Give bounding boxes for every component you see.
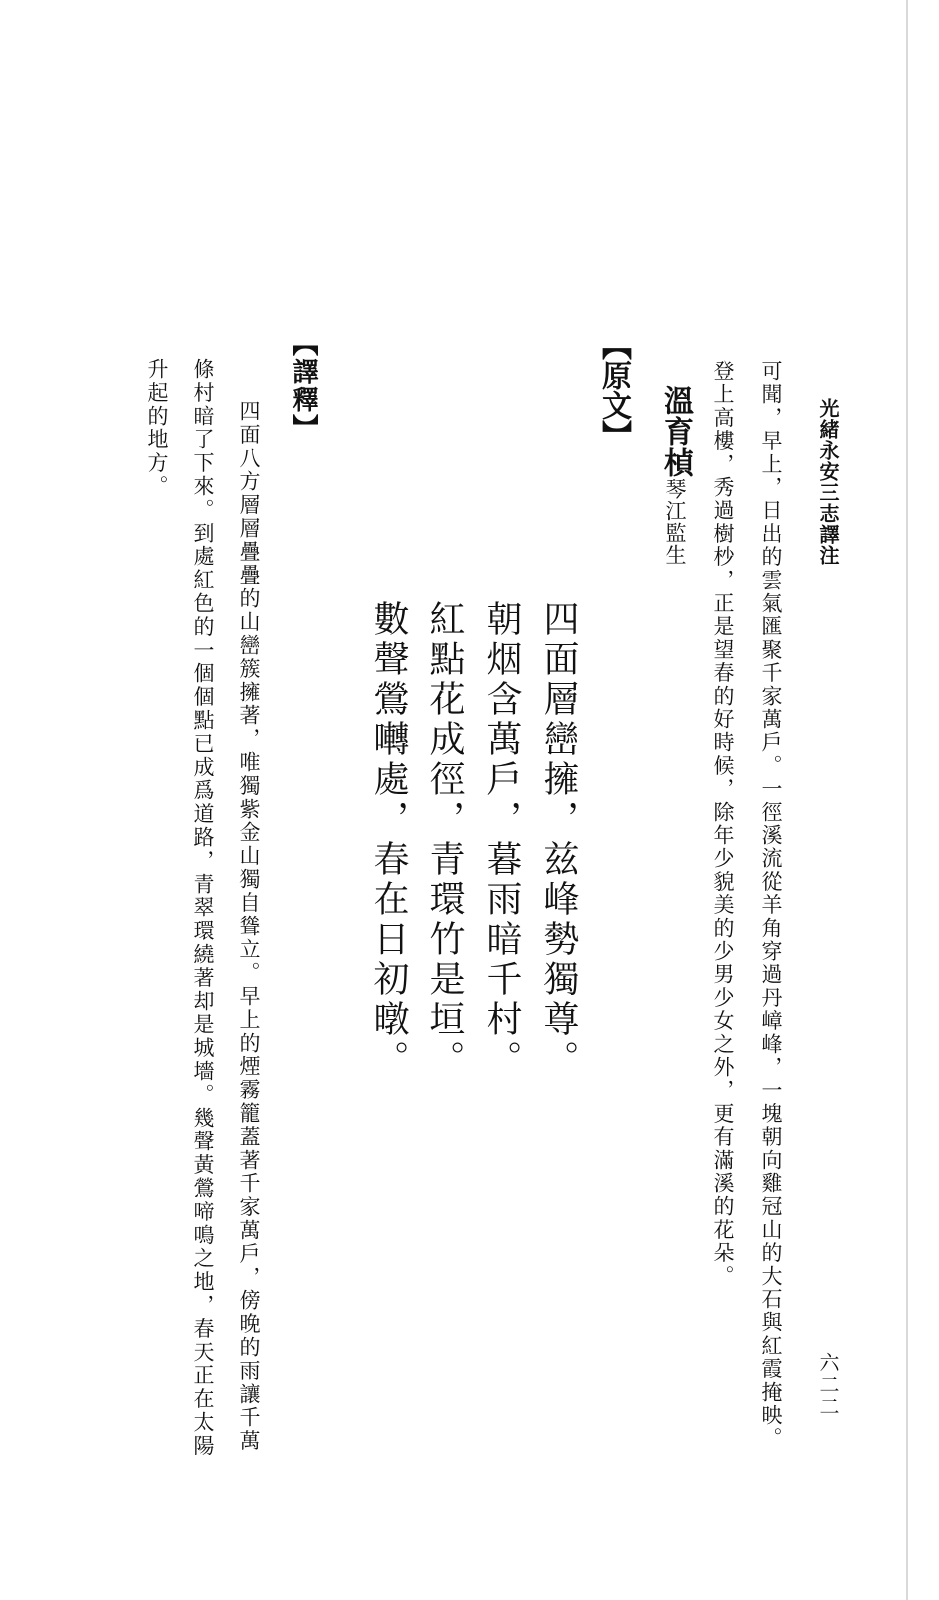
poem-author [658, 385, 693, 566]
section-original-label: 【原文】 [596, 330, 631, 450]
page-number: 六二二 [816, 1352, 840, 1418]
page-edge [906, 0, 908, 1600]
prev-text-line-1: 可聞，早上，日出的雲氣匯聚千家萬戶。一徑溪流從羊角穿過丹嶂峰，一塊朝向雞冠山的大石與紅霞掩映。 [759, 360, 783, 1451]
author-title: 琴江監生 [663, 478, 687, 566]
translation-line-2: 條村暗了下來。到處紅色的一個個點已成爲道路，青翠環繞著却是城墻。幾聲黃鶯啼鳴之地，春天正在太陽 [191, 358, 215, 1458]
poem-line-4: 數聲鶯囀處，春在日初暾。 [368, 600, 409, 1080]
poem-line-2: 朝烟含萬戶，暮雨暗千村。 [481, 600, 522, 1080]
author-name: 溫育楨 [658, 385, 693, 478]
poem-line-1: 四面層巒擁，兹峰勢獨尊。 [538, 600, 579, 1080]
translation-line-1: 四面八方層層疊疊的山巒簇擁著，唯獨紫金山獨自聳立。早上的煙霧籠蓋著千家萬戶，傍晚的雨讓千萬 [237, 400, 261, 1453]
book-title: 光緒永安三志譯注 [816, 398, 840, 566]
translation-line-3: 升起的地方。 [145, 358, 169, 499]
poem-line-3: 紅點花成徑，青環竹是垣。 [424, 600, 465, 1080]
prev-text-line-2: 登上高樓，秀過樹杪，正是望春的好時候，除年少貌美的少男少女之外，更有滿溪的花朵。 [711, 360, 735, 1288]
section-translation-label: 【譯釋】 [288, 330, 318, 442]
